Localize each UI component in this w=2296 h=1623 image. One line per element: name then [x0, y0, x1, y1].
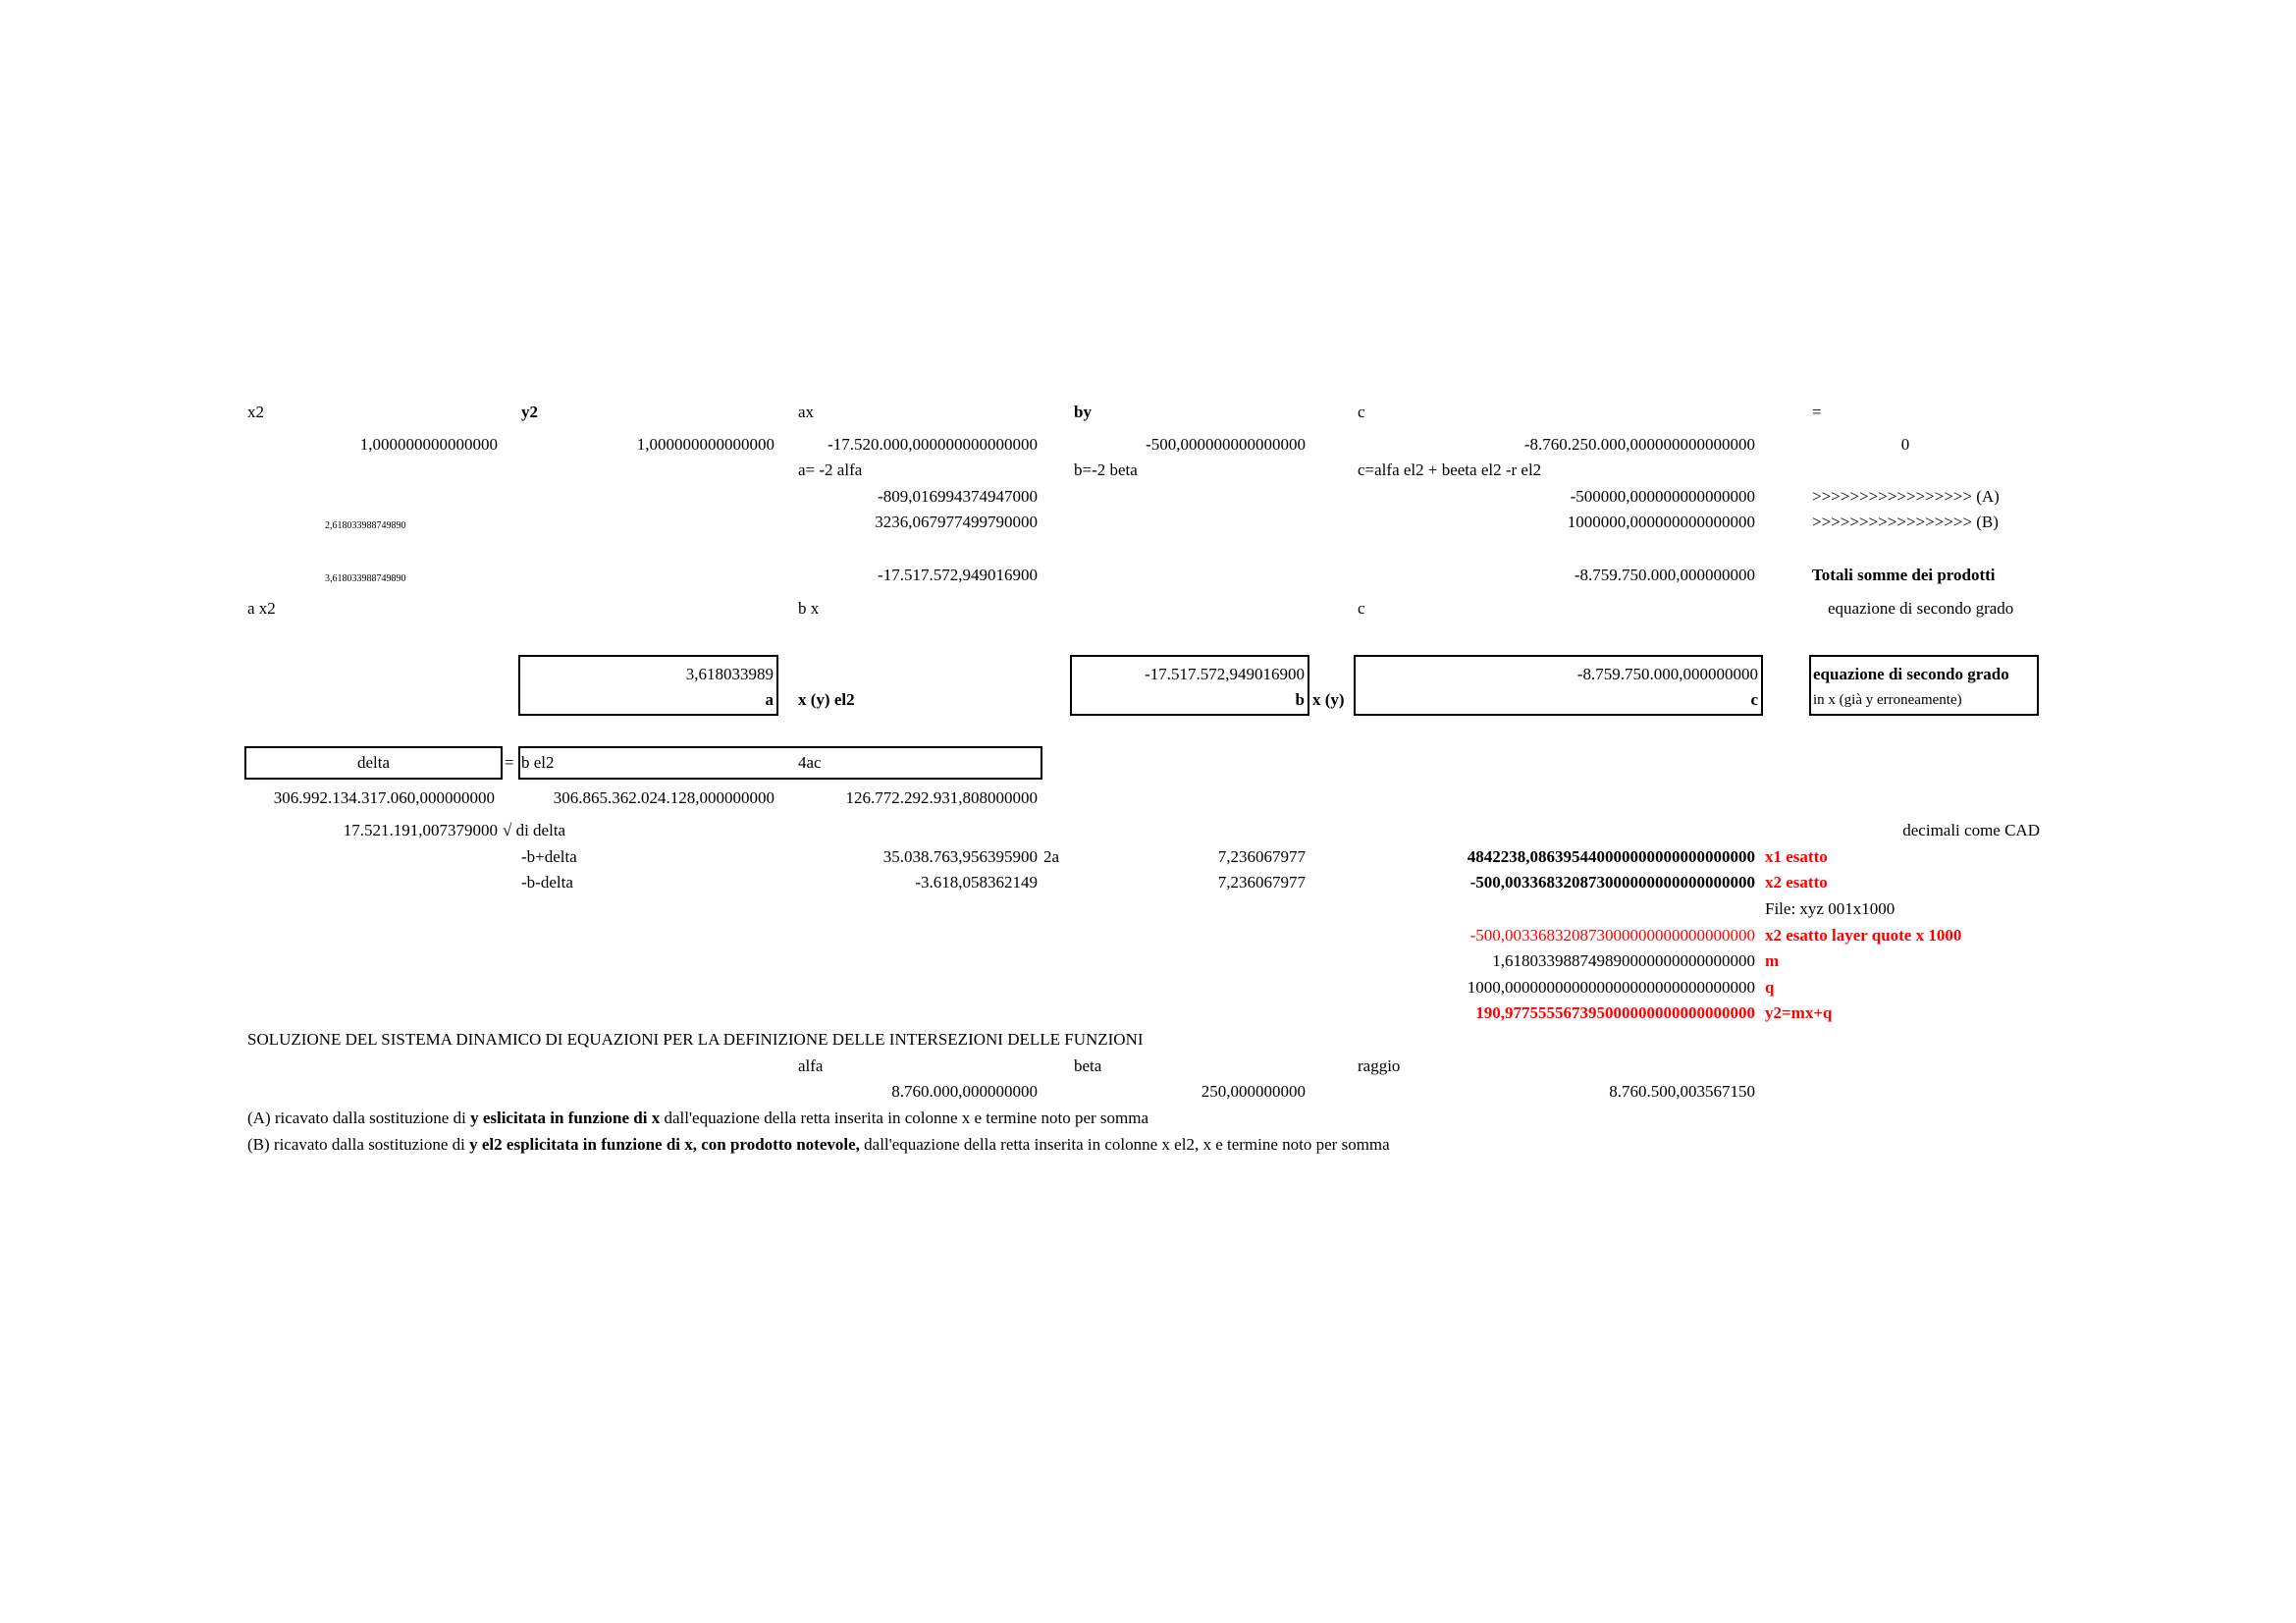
q-label: q	[1765, 978, 1775, 997]
delta-value: 306.992.134.317.060,000000000	[273, 788, 495, 807]
totals-bx: -17.517.572,949016900	[878, 566, 1038, 584]
coeff-c: -8.760.250.000,000000000000000	[1523, 435, 1755, 454]
row-a-note: >>>>>>>>>>>>>>>>> (A)	[1812, 487, 2000, 506]
note-a-bold: y eslicitata in funzione di x	[470, 1109, 661, 1127]
x2-label: x2 esatto	[1765, 873, 1828, 892]
header-by: by	[1074, 403, 1092, 421]
box-b-label: b	[1295, 690, 1305, 709]
row-b-bx: 3236,067977499790000	[875, 513, 1038, 531]
note-b	[247, 1135, 1390, 1155]
header-equals: =	[1812, 403, 1822, 421]
raggio-value: 8.760.500,003567150	[1609, 1082, 1755, 1101]
alfa-value: 8.760.000,000000000	[891, 1082, 1038, 1101]
four-ac-value: 126.772.292.931,808000000	[845, 788, 1038, 807]
minus-b-plus-delta-label: -b+delta	[521, 847, 577, 866]
q-value: 1000,000000000000000000000000000000	[1467, 978, 1755, 997]
coeff-ax: -17.520.000,000000000000000	[828, 435, 1038, 454]
label-bx: b x	[798, 599, 820, 618]
file-label: File: xyz 001x1000	[1765, 899, 1896, 918]
totals-x2: 3,618033988749890	[325, 573, 406, 584]
box-b-value: -17.517.572,949016900	[1145, 665, 1305, 683]
two-a-label: 2a	[1043, 847, 1060, 866]
header-ax: ax	[798, 403, 815, 421]
sqrt-delta-value: 17.521.191,007379000	[343, 821, 498, 839]
minus-b-minus-delta-value: -3.618,058362149	[915, 873, 1038, 892]
x1-result: 4842238,086395440000000000000000000	[1467, 847, 1755, 866]
four-ac-label: 4ac	[798, 753, 822, 772]
note-b-prefix: (B) ricavato dalla sostituzione di	[247, 1135, 470, 1154]
row-a-c: -500000,000000000000000	[1570, 487, 1755, 506]
coeff-by: -500,000000000000000	[1146, 435, 1306, 454]
coeff-eq: 0	[1900, 435, 1910, 454]
m-label: m	[1765, 951, 1780, 970]
header-y2: y2	[521, 403, 538, 421]
box-c-label: c	[1750, 690, 1758, 709]
system-title: SOLUZIONE DEL SISTEMA DINAMICO DI EQUAZIONI PER LA DEFINIZIONE DELLE INTERSEZIONI DELLE FUNZIONI	[247, 1030, 1144, 1049]
beta-value: 250,000000000	[1201, 1082, 1306, 1101]
x2-layer-value: -500,003368320873000000000000000000	[1469, 926, 1755, 945]
two-a-value-1: 7,236067977	[1217, 847, 1306, 866]
sqrt-delta-label: √ di delta	[503, 821, 566, 839]
note-a	[247, 1109, 1148, 1128]
formula-a: a= -2 alfa	[798, 460, 863, 479]
x1-label: x1 esatto	[1765, 847, 1828, 866]
row-b-x2: 2,618033988749890	[325, 520, 406, 531]
note-b-bold: y el2 esplicitata in funzione di x, con prodotto notevole,	[469, 1135, 860, 1154]
beta-label: beta	[1074, 1056, 1102, 1075]
label-c: c	[1358, 599, 1365, 618]
note-a-prefix: (A) ricavato dalla sostituzione di	[247, 1109, 471, 1127]
delta-label: delta	[356, 753, 391, 772]
x2-result: -500,003368320873000000000000000000	[1469, 873, 1755, 892]
alfa-label: alfa	[798, 1056, 824, 1075]
label-eq: equazione di secondo grado	[1828, 599, 2014, 618]
y2-value: 190,977555567395000000000000000000	[1475, 1003, 1755, 1022]
box-eq-title: equazione di secondo grado	[1813, 665, 2009, 683]
note-a-suffix: dall'equazione della retta inserita in colonne x e termine noto per somma	[660, 1109, 1149, 1127]
box-a-value: 3,618033989	[685, 665, 774, 683]
header-x2: x2	[247, 403, 264, 421]
formula-c: c=alfa el2 + beeta el2 -r el2	[1358, 460, 1542, 479]
m-value: 1,618033988749890000000000000000	[1492, 951, 1755, 970]
y2-label: y2=mx+q	[1765, 1003, 1833, 1022]
x-y-label: x (y)	[1312, 690, 1345, 709]
box-a-label: a	[765, 690, 774, 709]
raggio-label: raggio	[1358, 1056, 1401, 1075]
totals-c: -8.759.750.000,000000000	[1574, 566, 1755, 584]
delta-equals: =	[505, 753, 514, 772]
row-a-bx: -809,016994374947000	[878, 487, 1038, 506]
totals-label: Totali somme dei prodotti	[1812, 566, 1996, 584]
x-el2-label: x (y) el2	[798, 690, 855, 709]
minus-b-plus-delta-value: 35.038.763,956395900	[882, 847, 1038, 866]
label-ax2: a x2	[247, 599, 276, 618]
coeff-x2: 1,000000000000000	[359, 435, 498, 454]
minus-b-minus-delta-label: -b-delta	[521, 873, 573, 892]
decimals-label: decimali come CAD	[1902, 821, 2040, 839]
row-b-note: >>>>>>>>>>>>>>>>> (B)	[1812, 513, 1999, 531]
box-b-el2-4ac	[518, 746, 1042, 780]
note-b-suffix: dall'equazione della retta inserita in colonne x el2, x e termine noto per somma	[859, 1135, 1390, 1154]
row-b-c: 1000000,000000000000000	[1567, 513, 1755, 531]
coeff-y2: 1,000000000000000	[636, 435, 774, 454]
box-c-value: -8.759.750.000,000000000	[1576, 665, 1758, 683]
b-el2-label: b el2	[521, 753, 555, 772]
box-eq-sub: in x (già y erroneamente)	[1813, 692, 1962, 708]
formula-b: b=-2 beta	[1074, 460, 1138, 479]
b-el2-value: 306.865.362.024.128,000000000	[553, 788, 774, 807]
x2-layer-label: x2 esatto layer quote x 1000	[1765, 926, 1962, 945]
two-a-value-2: 7,236067977	[1217, 873, 1306, 892]
header-c: c	[1358, 403, 1365, 421]
